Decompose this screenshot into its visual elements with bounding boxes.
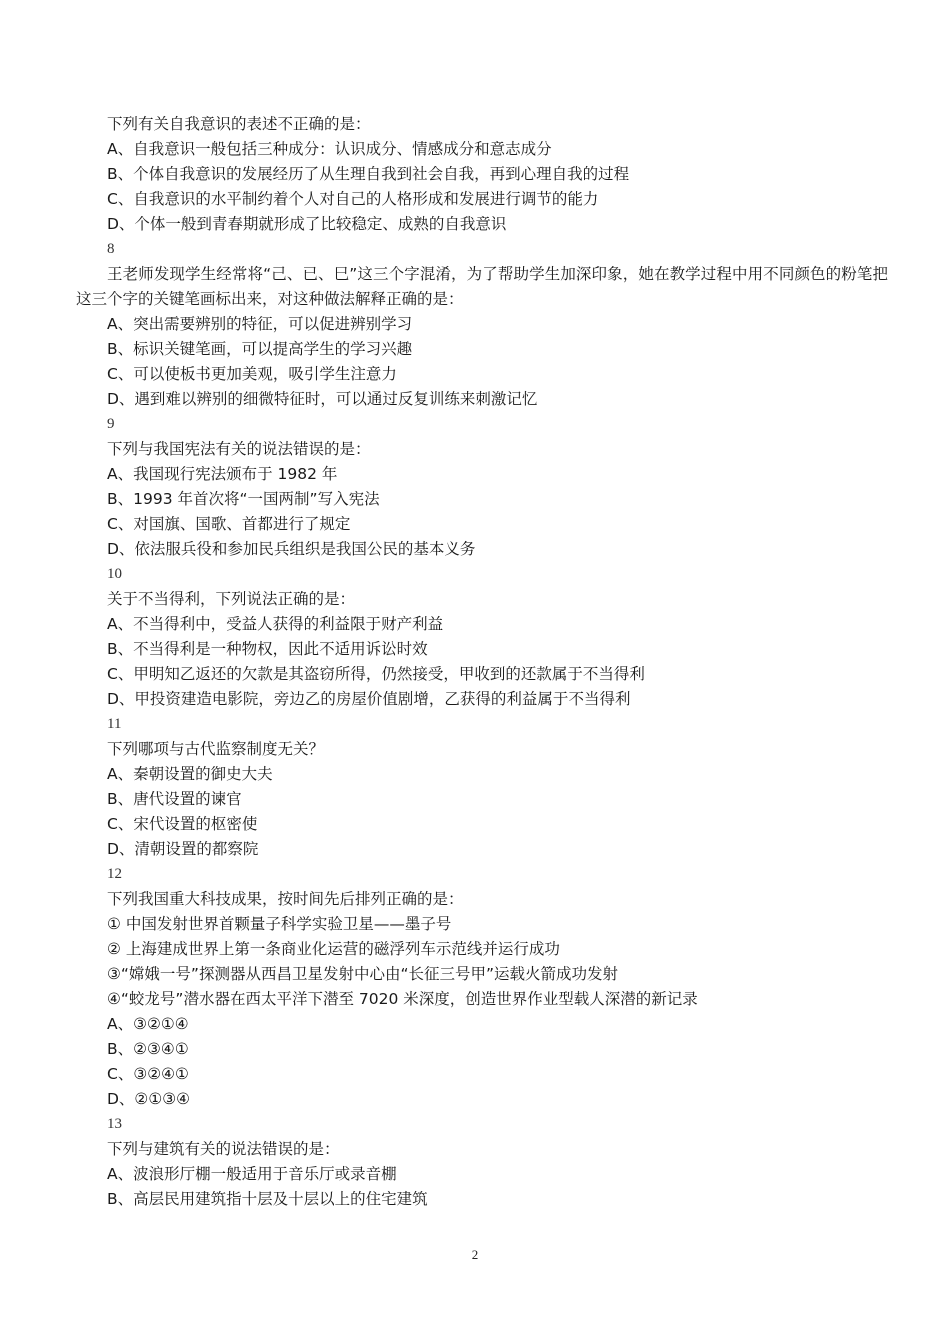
option-d: D、依法服兵役和参加民兵组织是我国公民的基本义务	[107, 540, 476, 558]
option-c: C、③②④①	[107, 1065, 189, 1083]
option-b: B、高层民用建筑指十层及十层以上的住宅建筑	[107, 1190, 428, 1208]
option-a: A、不当得利中，受益人获得的利益限于财产利益	[107, 615, 444, 633]
option-c: C、甲明知乙返还的欠款是其盗窃所得，仍然接受，甲收到的还款属于不当得利	[107, 665, 645, 683]
question-stem: 下列与我国宪法有关的说法错误的是：	[107, 440, 371, 458]
option-a: A、突出需要辨别的特征，可以促进辨别学习	[107, 315, 413, 333]
option-d: D、遇到难以辨别的细微特征时，可以通过反复训练来刺激记忆	[107, 390, 538, 408]
option-a: A、秦朝设置的御史大夫	[107, 765, 273, 783]
option-c: C、自我意识的水平制约着个人对自己的人格形成和发展进行调节的能力	[107, 190, 599, 208]
question-stem: 下列有关自我意识的表述不正确的是：	[107, 115, 371, 133]
option-d: D、个体一般到青春期就形成了比较稳定、成熟的自我意识	[107, 215, 507, 233]
option-a: A、我国现行宪法颁布于 1982 年	[107, 465, 338, 483]
question-stem: 下列哪项与古代监察制度无关？	[107, 740, 325, 758]
option-a: A、自我意识一般包括三种成分：认识成分、情感成分和意志成分	[107, 140, 552, 158]
option-c: C、可以使板书更加美观，吸引学生注意力	[107, 365, 397, 383]
exam-page-content	[0, 112, 950, 1212]
question-number: 12	[107, 866, 122, 882]
page-number: 2	[471, 1247, 479, 1262]
question-number: 11	[107, 716, 122, 732]
question-number: 10	[107, 566, 122, 582]
enumerated-item: ② 上海建成世界上第一条商业化运营的磁浮列车示范线并运行成功	[107, 940, 560, 958]
option-b: B、标识关键笔画，可以提高学生的学习兴趣	[107, 340, 413, 358]
option-a: A、③②①④	[107, 1015, 189, 1033]
option-d: D、清朝设置的都察院	[107, 840, 259, 858]
option-b: B、②③④①	[107, 1040, 189, 1058]
option-d: D、②①③④	[107, 1090, 191, 1108]
enumerated-item: ① 中国发射世界首颗量子科学实验卫星——墨子号	[107, 915, 452, 933]
option-c: C、宋代设置的枢密使	[107, 815, 258, 833]
option-b: B、1993 年首次将“一国两制”写入宪法	[107, 490, 380, 508]
enumerated-item: ③“嫦娥一号”探测器从西昌卫星发射中心由“长征三号甲”运载火箭成功发射	[107, 965, 619, 983]
question-stem: 下列我国重大科技成果，按时间先后排列正确的是：	[107, 890, 464, 908]
question-number: 13	[107, 1116, 122, 1132]
question-stem: 关于不当得利，下列说法正确的是：	[107, 590, 356, 608]
option-b: B、个体自我意识的发展经历了从生理自我到社会自我，再到心理自我的过程	[107, 165, 630, 183]
option-b: B、不当得利是一种物权，因此不适用诉讼时效	[107, 640, 428, 658]
option-d: D、甲投资建造电影院，旁边乙的房屋价值剧增，乙获得的利益属于不当得利	[107, 690, 631, 708]
question-number: 8	[107, 241, 115, 257]
question-stem: 王老师发现学生经常将“己、已、巳”这三个字混淆，为了帮助学生加深印象，她在教学过程中用不同颜色的粉笔把这三个字的关键笔画标出来，对这种做法解释正确的是：	[76, 265, 888, 308]
option-b: B、唐代设置的谏官	[107, 790, 242, 808]
option-c: C、对国旗、国歌、首都进行了规定	[107, 515, 351, 533]
enumerated-item: ④“蛟龙号”潜水器在西太平洋下潜至 7020 米深度，创造世界作业型载人深潜的新记录	[107, 990, 698, 1008]
question-number: 9	[107, 416, 115, 432]
option-a: A、波浪形厅棚一般适用于音乐厅或录音棚	[107, 1165, 397, 1183]
question-stem: 下列与建筑有关的说法错误的是：	[107, 1140, 340, 1158]
